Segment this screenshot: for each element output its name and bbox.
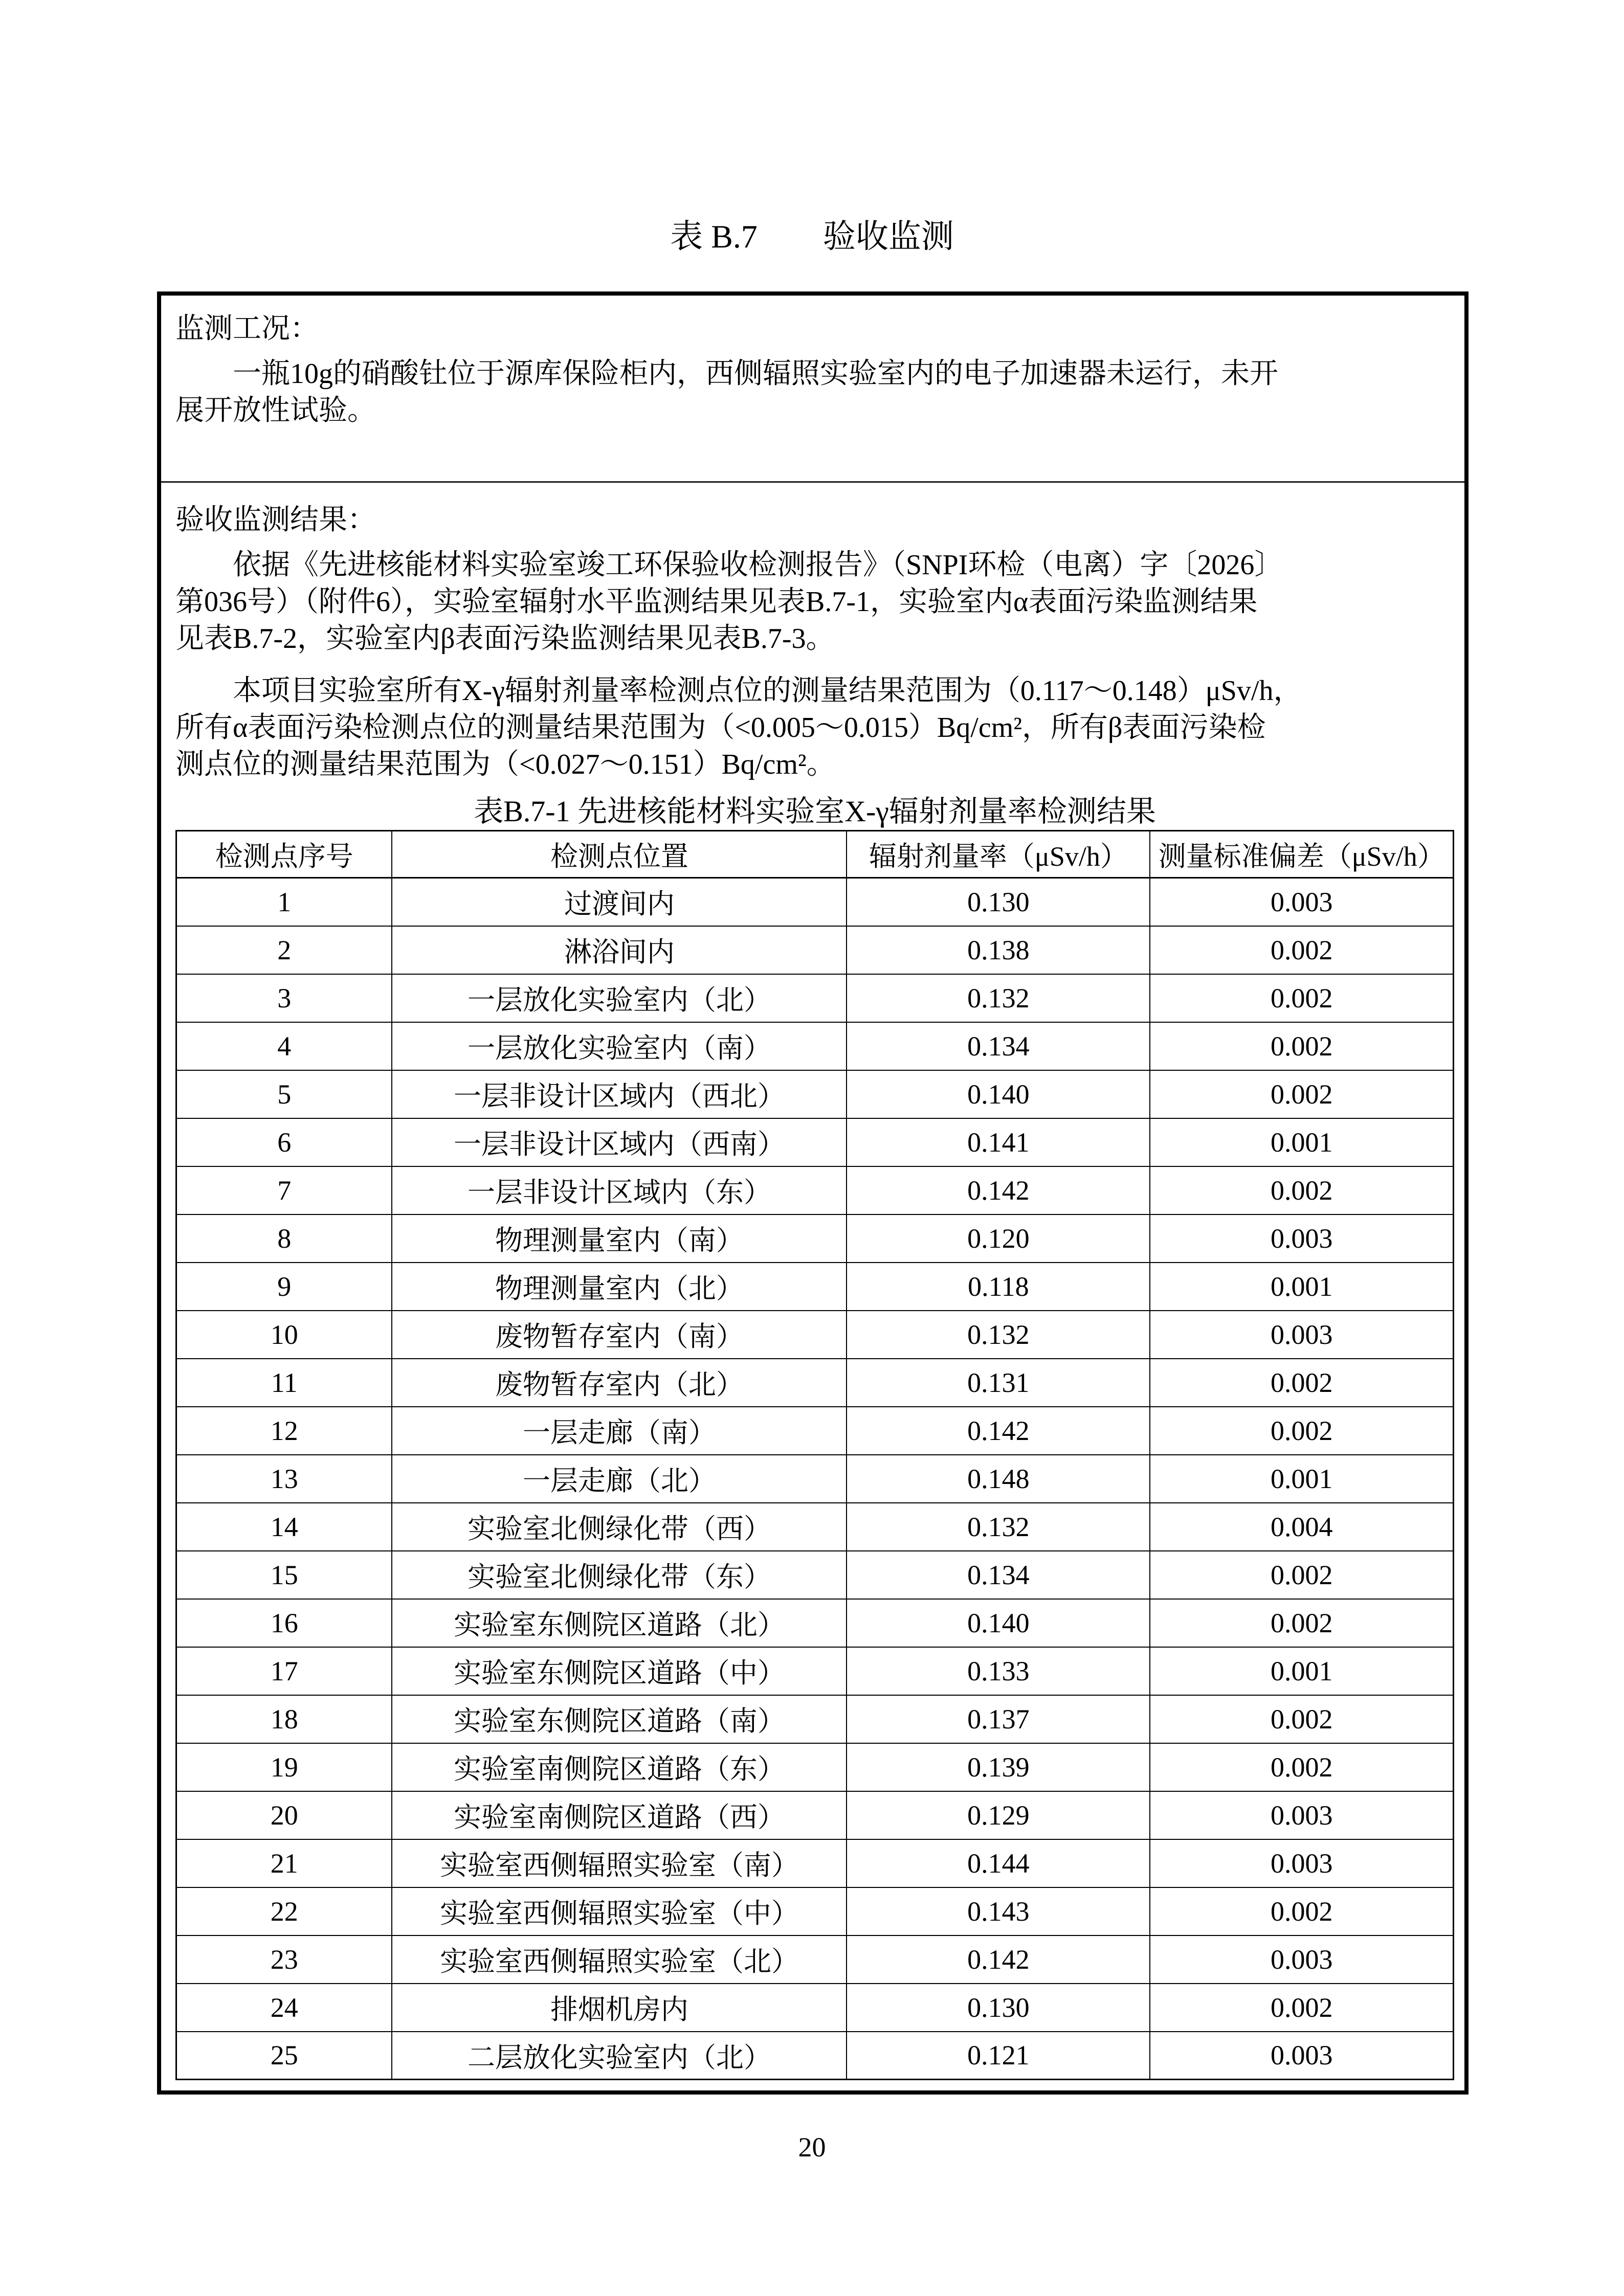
table-header-row: [176, 831, 1454, 878]
cell-index: 17: [176, 1647, 392, 1695]
cell-index: 10: [176, 1311, 392, 1359]
table-row: [176, 1599, 1454, 1647]
cell-location: 一层走廊（北）: [392, 1455, 847, 1503]
text-line: 所有α表面污染检测点位的测量结果范围为（<0.005～0.015）Bq/cm²，所有β表面污染检: [175, 712, 1266, 744]
cell-dose-rate: 0.129: [847, 1791, 1150, 1839]
cell-std-dev: 0.003: [1150, 1311, 1453, 1359]
text-line: 测点位的测量结果范围为（<0.027～0.151）Bq/cm²。: [175, 749, 835, 780]
cell-index: 4: [176, 1022, 392, 1070]
cell-location: 实验室南侧院区道路（西）: [392, 1791, 847, 1839]
text-line: 展开放性试验。: [175, 395, 376, 426]
cell-index: 8: [176, 1214, 392, 1263]
cell-dose-rate: 0.133: [847, 1647, 1150, 1695]
form-box: [157, 291, 1469, 2095]
table-row: [176, 1839, 1454, 1887]
cell-location: 排烟机房内: [392, 1984, 847, 2032]
table-row: [176, 1263, 1454, 1311]
table-row: [176, 1935, 1454, 1984]
table-row: [176, 1984, 1454, 2032]
cell-std-dev: 0.002: [1150, 1695, 1453, 1743]
cell-index: 18: [176, 1695, 392, 1743]
table-row: [176, 2032, 1454, 2080]
cell-dose-rate: 0.138: [847, 926, 1150, 974]
table-body: [176, 878, 1454, 2080]
cell-index: 9: [176, 1263, 392, 1311]
cell-location: 实验室东侧院区道路（中）: [392, 1647, 847, 1695]
cell-dose-rate: 0.142: [847, 1166, 1150, 1214]
cell-index: 11: [176, 1359, 392, 1407]
cell-std-dev: 0.003: [1150, 1791, 1453, 1839]
cell-dose-rate: 0.140: [847, 1599, 1150, 1647]
cell-index: 19: [176, 1743, 392, 1791]
cell-location: 一层放化实验室内（南）: [392, 1022, 847, 1070]
text-line: 第036号）（附件6），实验室辐射水平监测结果见表B.7-1，实验室内α表面污染监测结果: [175, 586, 1258, 618]
cell-std-dev: 0.001: [1150, 1647, 1453, 1695]
monitoring-conditions-label: 监测工况：: [175, 313, 319, 345]
cell-index: 7: [176, 1166, 392, 1214]
cell-index: 1: [176, 878, 392, 926]
text-line: 一瓶10g的硝酸钍位于源库保险柜内，西侧辐照实验室内的电子加速器未运行，未开: [233, 358, 1278, 390]
cell-std-dev: 0.003: [1150, 878, 1453, 926]
cell-dose-rate: 0.132: [847, 1311, 1150, 1359]
cell-index: 3: [176, 974, 392, 1022]
table-row: [176, 1407, 1454, 1455]
cell-location: 一层走廊（南）: [392, 1407, 847, 1455]
cell-location: 实验室西侧辐照实验室（南）: [392, 1839, 847, 1887]
cell-location: 一层非设计区域内（西南）: [392, 1118, 847, 1166]
cell-std-dev: 0.002: [1150, 1166, 1453, 1214]
cell-index: 22: [176, 1887, 392, 1935]
monitoring-conditions-paragraph: [175, 355, 1454, 429]
table-row: [176, 878, 1454, 926]
cell-location: 废物暂存室内（北）: [392, 1359, 847, 1407]
table-row: [176, 1214, 1454, 1263]
cell-location: 一层非设计区域内（东）: [392, 1166, 847, 1214]
cell-dose-rate: 0.131: [847, 1359, 1150, 1407]
cell-index: 21: [176, 1839, 392, 1887]
table-row: [176, 1022, 1454, 1070]
results-paragraph-1: [175, 547, 1454, 657]
cell-location: 物理测量室内（北）: [392, 1263, 847, 1311]
results-paragraph-2: [175, 672, 1454, 783]
cell-dose-rate: 0.118: [847, 1263, 1150, 1311]
table-row: [176, 1503, 1454, 1551]
cell-location: 一层非设计区域内（西北）: [392, 1070, 847, 1118]
column-header-location: 检测点位置: [392, 831, 847, 878]
cell-index: 14: [176, 1503, 392, 1551]
table-title: 表B.7-1 先进核能材料实验室X-γ辐射剂量率检测结果: [474, 795, 1156, 828]
cell-location: 物理测量室内（南）: [392, 1214, 847, 1263]
cell-dose-rate: 0.148: [847, 1455, 1150, 1503]
page-number: 20: [798, 2132, 826, 2163]
cell-dose-rate: 0.137: [847, 1695, 1150, 1743]
cell-dose-rate: 0.141: [847, 1118, 1150, 1166]
cell-std-dev: 0.002: [1150, 926, 1453, 974]
cell-location: 实验室南侧院区道路（东）: [392, 1743, 847, 1791]
cell-dose-rate: 0.144: [847, 1839, 1150, 1887]
cell-location: 淋浴间内: [392, 926, 847, 974]
monitoring-conditions-section: [161, 296, 1464, 483]
acceptance-results-section: [161, 483, 1464, 2090]
table-row: [176, 1791, 1454, 1839]
cell-location: 一层放化实验室内（北）: [392, 974, 847, 1022]
cell-index: 25: [176, 2032, 392, 2080]
cell-std-dev: 0.002: [1150, 1359, 1453, 1407]
cell-location: 二层放化实验室内（北）: [392, 2032, 847, 2080]
cell-location: 实验室西侧辐照实验室（北）: [392, 1935, 847, 1984]
table-row: [176, 1647, 1454, 1695]
cell-std-dev: 0.003: [1150, 1214, 1453, 1263]
cell-std-dev: 0.004: [1150, 1503, 1453, 1551]
table-row: [176, 1551, 1454, 1599]
cell-index: 15: [176, 1551, 392, 1599]
cell-dose-rate: 0.121: [847, 2032, 1150, 2080]
table-row: [176, 1455, 1454, 1503]
results-table: [175, 830, 1454, 2080]
cell-dose-rate: 0.120: [847, 1214, 1150, 1263]
cell-std-dev: 0.001: [1150, 1118, 1453, 1166]
cell-dose-rate: 0.132: [847, 1503, 1150, 1551]
table-row: [176, 1359, 1454, 1407]
cell-std-dev: 0.002: [1150, 1070, 1453, 1118]
cell-index: 24: [176, 1984, 392, 2032]
cell-std-dev: 0.002: [1150, 1407, 1453, 1455]
text-line: 见表B.7-2，实验室内β表面污染监测结果见表B.7-3。: [175, 623, 835, 655]
cell-std-dev: 0.003: [1150, 1935, 1453, 1984]
cell-index: 5: [176, 1070, 392, 1118]
table-row: [176, 1118, 1454, 1166]
cell-std-dev: 0.001: [1150, 1455, 1453, 1503]
cell-dose-rate: 0.142: [847, 1407, 1150, 1455]
cell-std-dev: 0.001: [1150, 1263, 1453, 1311]
cell-std-dev: 0.003: [1150, 1839, 1453, 1887]
column-header-dose-rate: 辐射剂量率（μSv/h）: [847, 831, 1150, 878]
table-row: [176, 1166, 1454, 1214]
cell-location: 实验室西侧辐照实验室（中）: [392, 1887, 847, 1935]
cell-location: 实验室东侧院区道路（北）: [392, 1599, 847, 1647]
cell-dose-rate: 0.143: [847, 1887, 1150, 1935]
cell-index: 12: [176, 1407, 392, 1455]
cell-std-dev: 0.002: [1150, 1743, 1453, 1791]
cell-std-dev: 0.003: [1150, 2032, 1453, 2080]
cell-location: 过渡间内: [392, 878, 847, 926]
cell-dose-rate: 0.132: [847, 974, 1150, 1022]
cell-dose-rate: 0.130: [847, 1984, 1150, 2032]
cell-index: 16: [176, 1599, 392, 1647]
cell-std-dev: 0.002: [1150, 1551, 1453, 1599]
cell-std-dev: 0.002: [1150, 974, 1453, 1022]
table-row: [176, 1311, 1454, 1359]
cell-dose-rate: 0.142: [847, 1935, 1150, 1984]
cell-index: 23: [176, 1935, 392, 1984]
cell-std-dev: 0.002: [1150, 1984, 1453, 2032]
cell-std-dev: 0.002: [1150, 1887, 1453, 1935]
document-title: 表 B.7 验收监测: [670, 218, 954, 255]
table-row: [176, 974, 1454, 1022]
cell-location: 实验室北侧绿化带（西）: [392, 1503, 847, 1551]
cell-index: 20: [176, 1791, 392, 1839]
cell-dose-rate: 0.134: [847, 1551, 1150, 1599]
text-line: 本项目实验室所有X-γ辐射剂量率检测点位的测量结果范围为（0.117～0.148）μSv/h，: [233, 675, 1302, 707]
table-row: [176, 1887, 1454, 1935]
table-row: [176, 1070, 1454, 1118]
cell-location: 实验室北侧绿化带（东）: [392, 1551, 847, 1599]
cell-dose-rate: 0.130: [847, 878, 1150, 926]
cell-std-dev: 0.002: [1150, 1599, 1453, 1647]
table-row: [176, 926, 1454, 974]
cell-std-dev: 0.002: [1150, 1022, 1453, 1070]
cell-index: 2: [176, 926, 392, 974]
cell-dose-rate: 0.140: [847, 1070, 1150, 1118]
column-header-index: 检测点序号: [176, 831, 392, 878]
text-line: 依据《先进核能材料实验室竣工环保验收检测报告》（SNPI环检（电离）字〔2026〕: [233, 549, 1283, 581]
cell-dose-rate: 0.139: [847, 1743, 1150, 1791]
table-row: [176, 1743, 1454, 1791]
acceptance-results-label: 验收监测结果：: [175, 504, 376, 536]
cell-location: 废物暂存室内（南）: [392, 1311, 847, 1359]
cell-location: 实验室东侧院区道路（南）: [392, 1695, 847, 1743]
cell-index: 6: [176, 1118, 392, 1166]
table-row: [176, 1695, 1454, 1743]
cell-dose-rate: 0.134: [847, 1022, 1150, 1070]
column-header-std-dev: 测量标准偏差（μSv/h）: [1150, 831, 1453, 878]
cell-index: 13: [176, 1455, 392, 1503]
